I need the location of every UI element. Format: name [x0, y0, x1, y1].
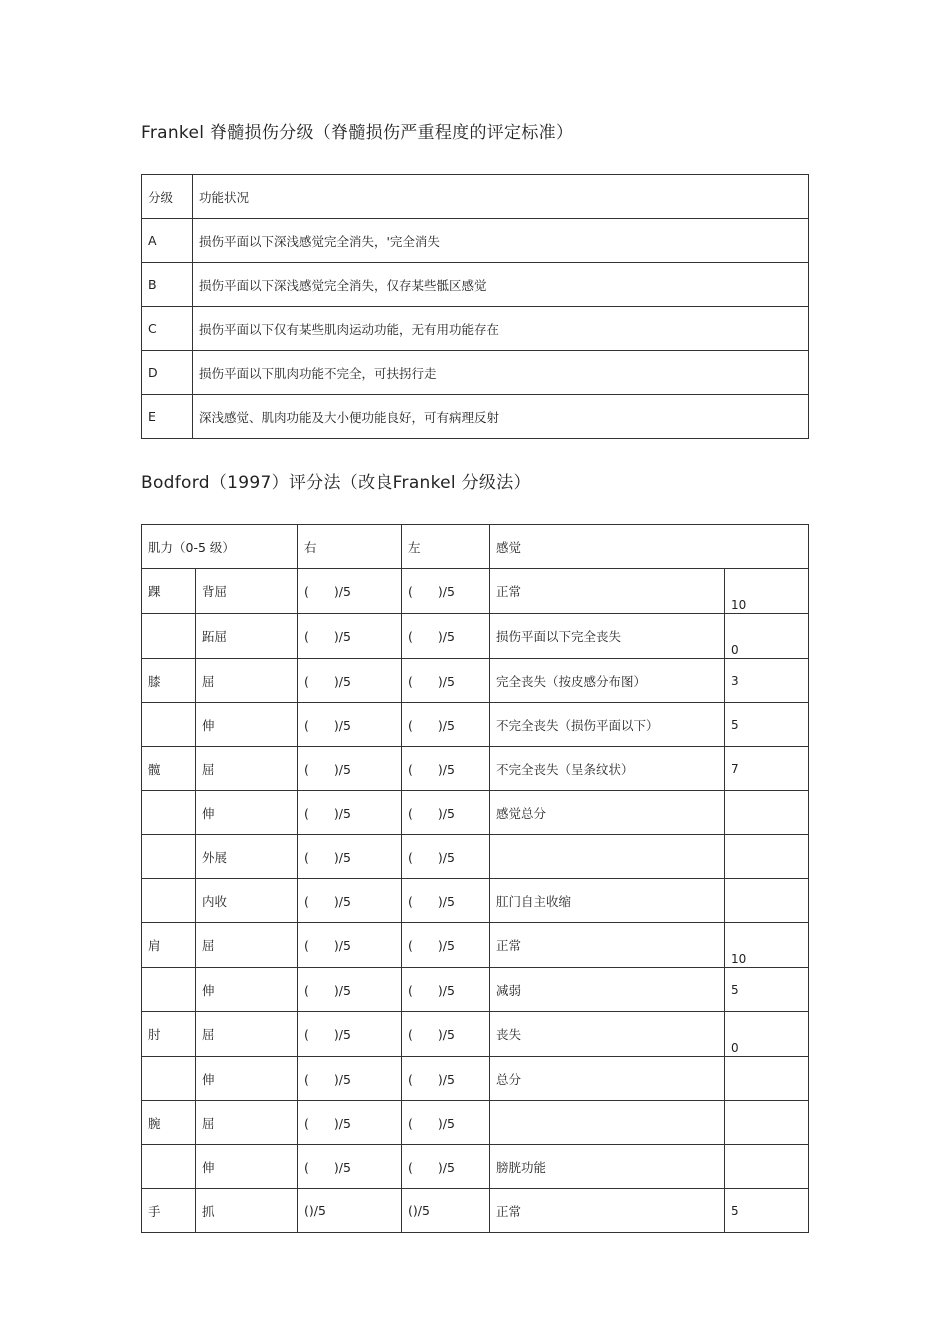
table-row — [142, 219, 809, 263]
header-muscle-strength: 肌力（0-5 级） — [142, 525, 298, 569]
joint-cell: 肘 — [142, 1012, 196, 1057]
right-score-cell: ( )/5 — [298, 1101, 402, 1145]
right-score-cell: ( )/5 — [298, 791, 402, 835]
grade-cell: B — [142, 263, 193, 307]
table-row — [142, 395, 809, 439]
joint-cell — [142, 879, 196, 923]
movement-cell: 伸 — [196, 968, 298, 1012]
grade-cell: E — [142, 395, 193, 439]
sensation-score-cell: 10 — [725, 569, 809, 614]
sensation-item-cell: 正常 — [490, 1189, 725, 1233]
bodford-table — [141, 524, 809, 1233]
left-score-cell: ( )/5 — [402, 879, 490, 923]
left-score-cell: ( )/5 — [402, 569, 490, 614]
sensation-score-cell: 10 — [725, 923, 809, 968]
movement-cell: 伸 — [196, 703, 298, 747]
table-row — [142, 263, 809, 307]
table-row — [142, 703, 809, 747]
sensation-item-cell: 膀胱功能 — [490, 1145, 725, 1189]
left-score-cell: ( )/5 — [402, 791, 490, 835]
sensation-score-cell — [725, 791, 809, 835]
left-score-cell: ( )/5 — [402, 1101, 490, 1145]
sensation-score-cell: 5 — [725, 968, 809, 1012]
joint-cell — [142, 968, 196, 1012]
left-score-cell: ( )/5 — [402, 747, 490, 791]
table-row — [142, 307, 809, 351]
function-cell: 损伤平面以下深浅感觉完全消失，'完全消失 — [193, 219, 809, 263]
right-score-cell: ( )/5 — [298, 569, 402, 614]
sensation-item-cell: 损伤平面以下完全丧失 — [490, 614, 725, 659]
joint-cell — [142, 835, 196, 879]
right-score-cell: ()/5 — [298, 1189, 402, 1233]
sensation-item-cell: 正常 — [490, 923, 725, 968]
movement-cell: 伸 — [196, 791, 298, 835]
table-row — [142, 659, 809, 703]
movement-cell: 屈 — [196, 659, 298, 703]
function-cell: 损伤平面以下肌肉功能不完全，可扶拐行走 — [193, 351, 809, 395]
sensation-score-cell: 3 — [725, 659, 809, 703]
movement-cell: 屈 — [196, 747, 298, 791]
left-score-cell: ( )/5 — [402, 1012, 490, 1057]
joint-cell: 肩 — [142, 923, 196, 968]
sensation-score-cell: 7 — [725, 747, 809, 791]
grade-cell: C — [142, 307, 193, 351]
sensation-item-cell: 感觉总分 — [490, 791, 725, 835]
header-sensation: 感觉 — [490, 525, 809, 569]
sensation-item-cell — [490, 835, 725, 879]
table-row — [142, 923, 809, 968]
movement-cell: 跖屈 — [196, 614, 298, 659]
left-score-cell: ()/5 — [402, 1189, 490, 1233]
sensation-score-cell — [725, 879, 809, 923]
table-row — [142, 569, 809, 614]
header-left: 左 — [402, 525, 490, 569]
movement-cell: 内收 — [196, 879, 298, 923]
table-row — [142, 351, 809, 395]
right-score-cell: ( )/5 — [298, 1145, 402, 1189]
right-score-cell: ( )/5 — [298, 835, 402, 879]
function-cell: 深浅感觉、肌肉功能及大小便功能良好，可有病理反射 — [193, 395, 809, 439]
joint-cell — [142, 1057, 196, 1101]
movement-cell: 屈 — [196, 1012, 298, 1057]
grade-cell: D — [142, 351, 193, 395]
table-row — [142, 1145, 809, 1189]
sensation-item-cell: 总分 — [490, 1057, 725, 1101]
right-score-cell: ( )/5 — [298, 923, 402, 968]
right-score-cell: ( )/5 — [298, 1012, 402, 1057]
frankel-table — [141, 174, 809, 439]
joint-cell — [142, 614, 196, 659]
sensation-item-cell: 丧失 — [490, 1012, 725, 1057]
table-row — [142, 968, 809, 1012]
left-score-cell: ( )/5 — [402, 614, 490, 659]
table-row — [142, 1189, 809, 1233]
sensation-item-cell: 减弱 — [490, 968, 725, 1012]
sensation-item-cell: 肛门自主收缩 — [490, 879, 725, 923]
joint-cell: 手 — [142, 1189, 196, 1233]
left-score-cell: ( )/5 — [402, 923, 490, 968]
left-score-cell: ( )/5 — [402, 703, 490, 747]
joint-cell — [142, 703, 196, 747]
sensation-score-cell — [725, 1057, 809, 1101]
function-cell: 损伤平面以下仅有某些肌肉运动功能，无有用功能存在 — [193, 307, 809, 351]
movement-cell: 背屈 — [196, 569, 298, 614]
movement-cell: 抓 — [196, 1189, 298, 1233]
frankel-title: Frankel 脊髓损伤分级（脊髓损伤严重程度的评定标准） — [141, 123, 574, 143]
left-score-cell: ( )/5 — [402, 1145, 490, 1189]
joint-cell: 髋 — [142, 747, 196, 791]
sensation-score-cell: 0 — [725, 1012, 809, 1057]
right-score-cell: ( )/5 — [298, 747, 402, 791]
header-function: 功能状况 — [193, 175, 809, 219]
sensation-item-cell: 不完全丧失（损伤平面以下） — [490, 703, 725, 747]
right-score-cell: ( )/5 — [298, 968, 402, 1012]
sensation-score-cell — [725, 835, 809, 879]
bodford-title: Bodford（1997）评分法（改良Frankel 分级法） — [141, 473, 531, 493]
table-row — [142, 1012, 809, 1057]
sensation-item-cell: 完全丧失（按皮感分布图） — [490, 659, 725, 703]
right-score-cell: ( )/5 — [298, 703, 402, 747]
movement-cell: 伸 — [196, 1057, 298, 1101]
header-right: 右 — [298, 525, 402, 569]
table-row — [142, 835, 809, 879]
sensation-score-cell — [725, 1145, 809, 1189]
left-score-cell: ( )/5 — [402, 835, 490, 879]
header-grade: 分级 — [142, 175, 193, 219]
sensation-score-cell — [725, 1101, 809, 1145]
joint-cell — [142, 1145, 196, 1189]
movement-cell: 屈 — [196, 923, 298, 968]
table-row — [142, 1057, 809, 1101]
joint-cell: 膝 — [142, 659, 196, 703]
movement-cell: 外展 — [196, 835, 298, 879]
joint-cell: 踝 — [142, 569, 196, 614]
movement-cell: 屈 — [196, 1101, 298, 1145]
function-cell: 损伤平面以下深浅感觉完全消失，仅存某些骶区感觉 — [193, 263, 809, 307]
table-header-row — [142, 175, 809, 219]
joint-cell — [142, 791, 196, 835]
left-score-cell: ( )/5 — [402, 1057, 490, 1101]
grade-cell: A — [142, 219, 193, 263]
table-row — [142, 879, 809, 923]
left-score-cell: ( )/5 — [402, 659, 490, 703]
movement-cell: 伸 — [196, 1145, 298, 1189]
sensation-score-cell: 0 — [725, 614, 809, 659]
right-score-cell: ( )/5 — [298, 879, 402, 923]
sensation-item-cell: 不完全丧失（呈条纹状） — [490, 747, 725, 791]
sensation-item-cell — [490, 1101, 725, 1145]
table-row — [142, 791, 809, 835]
table-row — [142, 1101, 809, 1145]
table-row — [142, 614, 809, 659]
left-score-cell: ( )/5 — [402, 968, 490, 1012]
right-score-cell: ( )/5 — [298, 1057, 402, 1101]
sensation-item-cell: 正常 — [490, 569, 725, 614]
table-header-row — [142, 525, 809, 569]
sensation-score-cell: 5 — [725, 703, 809, 747]
table-row — [142, 747, 809, 791]
right-score-cell: ( )/5 — [298, 659, 402, 703]
joint-cell: 腕 — [142, 1101, 196, 1145]
right-score-cell: ( )/5 — [298, 614, 402, 659]
sensation-score-cell: 5 — [725, 1189, 809, 1233]
